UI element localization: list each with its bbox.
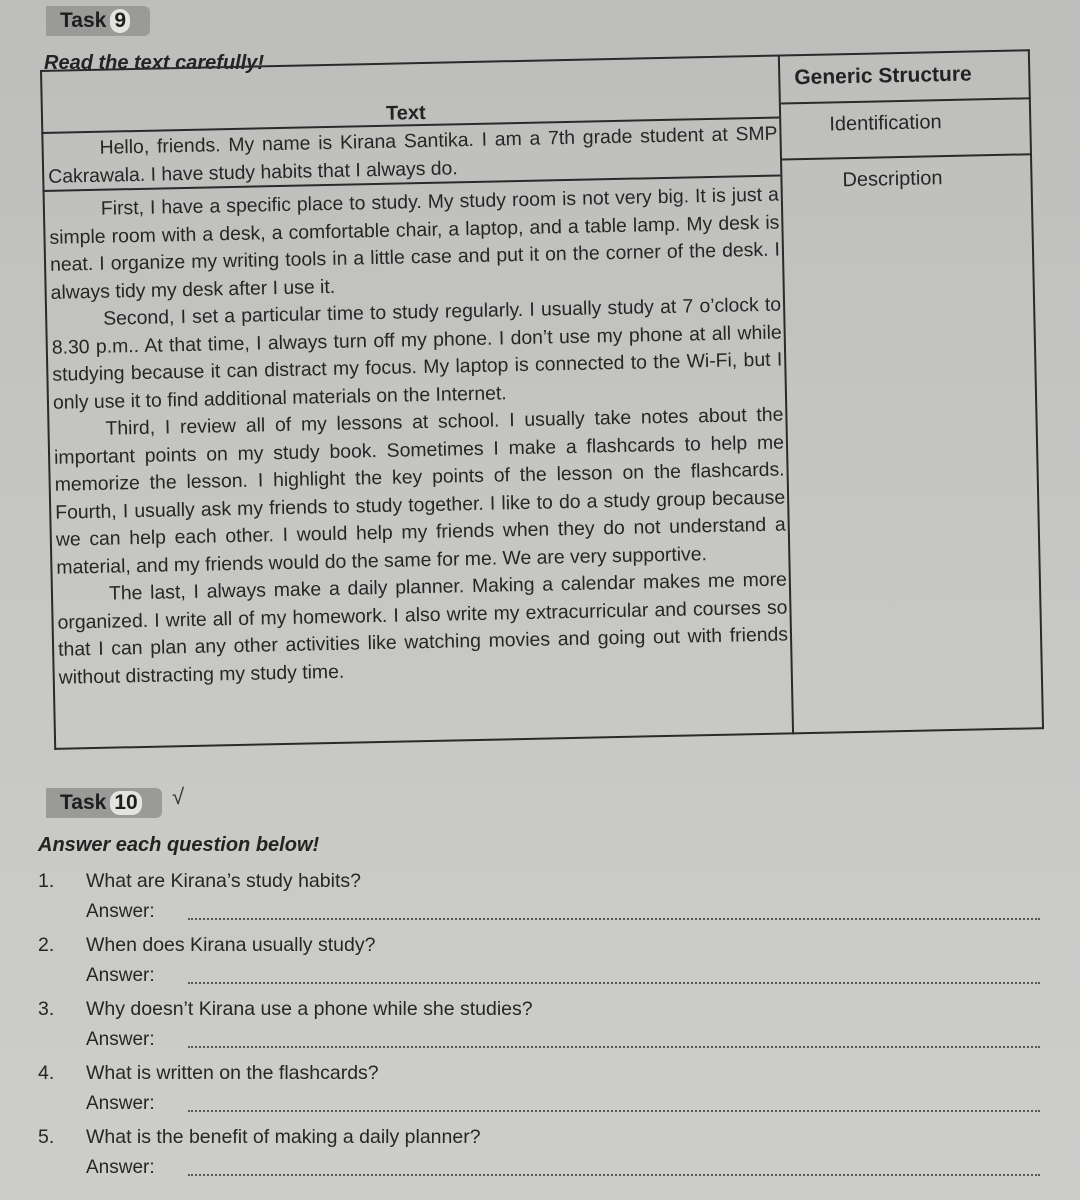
task-10-badge [46, 788, 162, 818]
description-paragraph-2: Second, I set a particular time to study regularly. I usually study at 7 o’clock to 8.30 p.m.. At that time, I always turn off my phone. I don’t use my phone at all while studying because it can distract my focus. My laptop is connected to the Wi-Fi, but I only use it to find additional materials on the Internet. [51, 293, 783, 414]
check-mark-icon: √ [172, 784, 185, 809]
task-9-number: 9 [110, 9, 130, 33]
question-number: 2. [38, 934, 55, 956]
question-item [38, 1060, 1038, 1124]
question-number: 1. [38, 870, 55, 892]
question-list [38, 868, 1038, 1188]
question-item [38, 996, 1038, 1060]
question-item [38, 932, 1038, 996]
question-text: Why doesn’t Kirana use a phone while she studies? [86, 998, 533, 1020]
question-text: What is the benefit of making a daily planner? [86, 1126, 481, 1148]
text-column-content [47, 121, 788, 692]
task-10-number: 10 [110, 791, 141, 815]
read-instruction: Read the text carefully! [44, 52, 265, 74]
question-number: 5. [38, 1126, 55, 1148]
description-paragraph-1: First, I have a specific place to study. My study room is not very big. It is just a simple room with a desk, a comfortable chair, a laptop, and a table lamp. My desk is neat. I organize my writing tools in a little case and put it on the corner of the desk. I always tidy my desk after I use it. [49, 183, 781, 304]
answer-line[interactable] [188, 1174, 1040, 1176]
answer-line[interactable] [188, 982, 1040, 984]
question-text: When does Kirana usually study? [86, 934, 376, 956]
structure-header-divider [781, 97, 1031, 104]
question-number: 4. [38, 1062, 55, 1084]
generic-structure-table [40, 49, 1044, 750]
answer-line[interactable] [188, 918, 1040, 920]
answer-label: Answer: [86, 901, 155, 922]
description-paragraph-4: The last, I always make a daily planner. Making a calendar makes me more organized. I write all of my homework. I also write my extracurricular and courses so that I can plan any other activities like watching movies and going out with friends without distracting my study time. [57, 568, 789, 689]
task-9-badge [46, 6, 150, 36]
description-label: Description [842, 167, 943, 192]
question-item [38, 1124, 1038, 1188]
text-column-header: Text [385, 101, 426, 125]
answer-label: Answer: [86, 1093, 155, 1114]
answer-line[interactable] [188, 1046, 1040, 1048]
table-border-right [1028, 49, 1044, 729]
table-border-bottom [54, 727, 1044, 750]
description-paragraph-3: Third, I review all of my lessons at school. I usually take notes about the important points on my study book. Sometimes I make a flashcards to help me memorize the lesson. I highlight the key points of the lesson on the flashcards. Fourth, I usually ask my friends to study together. I like to do a study group because we can help each other. I would help my friends when they do not understand a material, and my friends would do the same for me. We are very supportive. [53, 403, 786, 579]
question-number: 3. [38, 998, 55, 1020]
structure-column-header: Generic Structure [794, 62, 972, 90]
structure-row-divider [782, 153, 1032, 160]
task-9-label: Task [60, 9, 107, 32]
answer-label: Answer: [86, 1157, 155, 1178]
answer-label: Answer: [86, 1029, 155, 1050]
identification-paragraph: Hello, friends. My name is Kirana Santika. I am a 7th grade student at SMP Cakrawala. I have study habits that I always do. [47, 122, 778, 188]
answer-label: Answer: [86, 965, 155, 986]
question-text: What are Kirana’s study habits? [86, 870, 361, 892]
identification-label: Identification [829, 111, 942, 136]
answer-line[interactable] [188, 1110, 1040, 1112]
question-item [38, 868, 1038, 932]
task-10-label: Task [60, 791, 107, 814]
answer-instruction: Answer each question below! [38, 834, 320, 856]
question-text: What is written on the flashcards? [86, 1062, 379, 1084]
